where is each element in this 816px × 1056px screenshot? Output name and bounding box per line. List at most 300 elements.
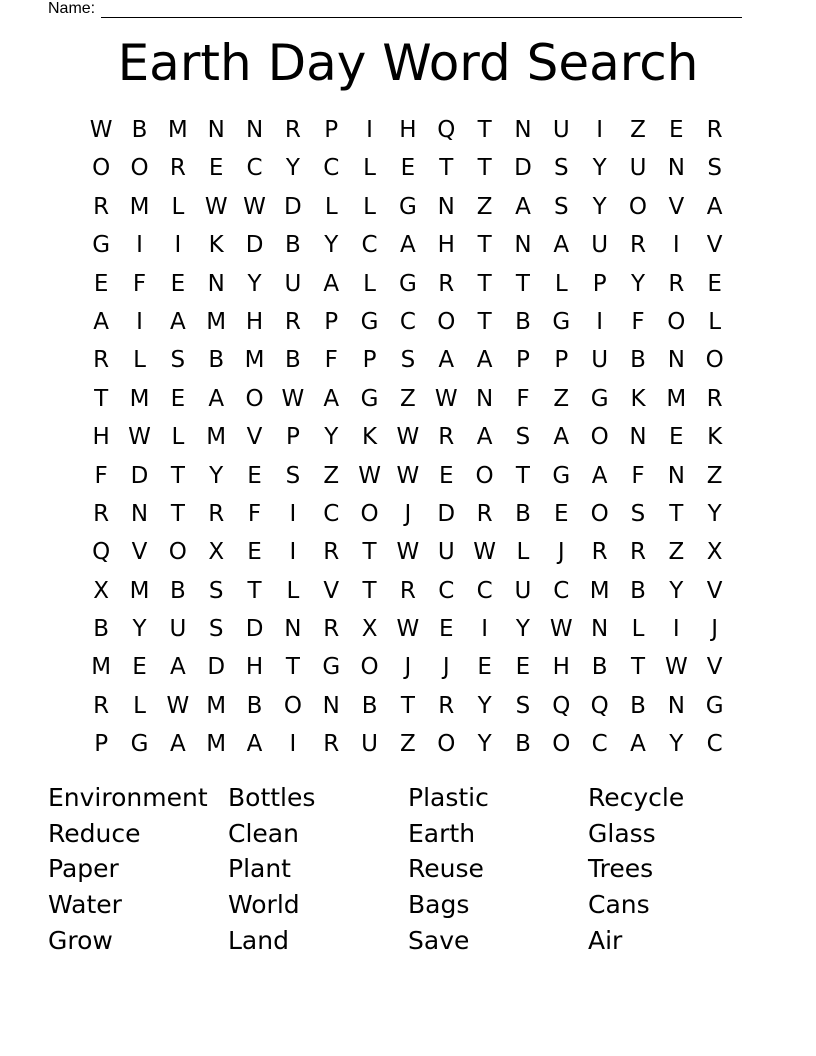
grid-letter: E <box>400 155 416 182</box>
grid-letter: S <box>170 347 186 374</box>
grid-letter: N <box>667 462 685 489</box>
grid-letter: E <box>247 462 262 489</box>
grid-row <box>82 418 734 456</box>
grid-letter: G <box>130 731 149 758</box>
word-list-row <box>48 851 768 887</box>
grid-letter: R <box>668 270 685 297</box>
grid-letter: M <box>206 308 227 335</box>
grid-letter: N <box>207 117 225 143</box>
grid-letter: T <box>477 270 492 297</box>
grid-letter: U <box>361 731 378 758</box>
grid-letter: H <box>92 424 110 451</box>
grid-letter: F <box>94 462 108 489</box>
name-underline <box>101 3 742 18</box>
grid-letter: N <box>476 385 494 412</box>
grid-letter: Z <box>400 731 416 758</box>
grid-letter: N <box>667 155 685 182</box>
name-label: Name: <box>48 0 96 17</box>
grid-letter: A <box>323 385 340 412</box>
grid-letter: B <box>515 308 531 335</box>
grid-letter: Y <box>209 462 224 489</box>
grid-letter: F <box>247 500 262 527</box>
grid-letter: E <box>669 117 684 143</box>
grid-letter: I <box>289 731 297 758</box>
word-list-item: Plastic <box>408 783 489 812</box>
grid-letter: Y <box>324 424 339 451</box>
grid-letter: G <box>360 308 379 335</box>
grid-letter: G <box>399 270 417 297</box>
grid-letter: Z <box>706 462 723 489</box>
grid-letter: J <box>404 654 412 681</box>
grid-letter: D <box>130 462 149 489</box>
grid-letter: I <box>289 539 297 566</box>
grid-letter: N <box>284 616 302 643</box>
grid-letter: P <box>362 347 377 374</box>
grid-letter: M <box>589 577 610 604</box>
word-list-item: Grow <box>48 925 113 955</box>
grid-letter: B <box>246 692 263 719</box>
grid-letter: W <box>166 692 190 719</box>
word-list-item: World <box>228 890 300 920</box>
grid-letter: B <box>361 692 378 719</box>
grid-letter: N <box>437 193 455 220</box>
grid-letter: U <box>629 155 647 182</box>
grid-letter: R <box>323 731 340 758</box>
grid-letter: F <box>631 308 645 335</box>
grid-letter: R <box>438 270 455 297</box>
grid-row <box>82 687 734 725</box>
grid-letter: R <box>208 500 225 527</box>
grid-letter: I <box>672 232 680 259</box>
grid-letter: D <box>245 232 264 259</box>
grid-letter: G <box>552 462 571 489</box>
grid-letter: B <box>131 117 148 143</box>
grid-letter: M <box>129 577 150 604</box>
grid-row <box>82 303 734 341</box>
grid-letter: S <box>208 577 224 604</box>
grid-letter: N <box>207 270 225 297</box>
grid-letter: R <box>706 385 723 412</box>
grid-letter: S <box>553 155 569 182</box>
grid-row <box>82 188 734 226</box>
grid-letter: G <box>399 193 417 220</box>
grid-letter: G <box>590 385 609 412</box>
grid-letter: A <box>208 385 225 412</box>
grid-letter: C <box>399 308 416 335</box>
grid-letter: B <box>208 347 225 374</box>
grid-row <box>82 457 734 495</box>
grid-letter: Q <box>437 117 456 143</box>
grid-letter: U <box>514 577 532 604</box>
grid-letter: E <box>515 654 531 681</box>
grid-letter: E <box>170 385 186 412</box>
grid-letter: E <box>170 270 186 297</box>
grid-letter: I <box>481 616 488 643</box>
grid-letter: S <box>707 155 722 182</box>
grid-letter: E <box>247 539 262 566</box>
grid-letter: F <box>516 385 530 412</box>
grid-letter: W <box>396 616 420 643</box>
grid-letter: S <box>285 462 301 489</box>
grid-letter: R <box>93 500 110 527</box>
grid-letter: T <box>477 232 492 259</box>
grid-letter: E <box>132 654 147 681</box>
grid-letter: A <box>246 731 263 758</box>
grid-letter: I <box>174 232 182 259</box>
grid-letter: O <box>168 539 187 566</box>
grid-letter: C <box>553 577 570 604</box>
word-list-item: Cans <box>588 890 650 920</box>
grid-letter: D <box>514 155 532 182</box>
grid-letter: O <box>437 731 456 758</box>
grid-letter: W <box>128 424 151 451</box>
grid-letter: Y <box>477 692 492 719</box>
grid-letter: I <box>596 117 604 143</box>
grid-letter: W <box>473 539 496 566</box>
grid-letter: Z <box>668 539 685 566</box>
grid-letter: Q <box>92 539 111 566</box>
word-list-row <box>48 923 768 959</box>
grid-letter: E <box>477 654 492 681</box>
grid-letter: X <box>208 539 225 566</box>
grid-letter: A <box>476 424 493 451</box>
grid-letter: M <box>206 731 227 758</box>
word-list-item: Reuse <box>408 854 484 884</box>
grid-letter: Z <box>323 462 340 489</box>
grid-letter: R <box>284 308 301 335</box>
grid-letter: P <box>592 270 607 297</box>
grid-letter: D <box>284 193 302 220</box>
grid-letter: Y <box>324 232 339 259</box>
grid-letter: O <box>437 308 456 335</box>
word-list-item: Environment <box>48 783 208 812</box>
page-title: Earth Day Word Search <box>117 34 699 92</box>
grid-letter: H <box>245 654 264 681</box>
word-list-item: Water <box>48 890 122 920</box>
word-list-item: Air <box>588 925 623 955</box>
grid-letter: T <box>285 654 300 681</box>
grid-letter: T <box>362 577 377 604</box>
grid-letter: H <box>552 654 570 681</box>
grid-letter: U <box>591 347 609 374</box>
grid-letter: L <box>133 692 146 719</box>
grid-letter: Z <box>400 385 416 412</box>
grid-letter: B <box>630 577 646 604</box>
grid-row <box>82 380 734 418</box>
grid-letter: W <box>396 424 420 451</box>
word-list <box>48 780 768 958</box>
grid-letter: I <box>289 500 297 527</box>
grid-letter: O <box>245 385 264 412</box>
grid-letter: O <box>130 155 149 182</box>
grid-letter: X <box>706 539 723 566</box>
word-list-item: Recycle <box>588 783 685 812</box>
grid-letter: X <box>361 616 378 643</box>
grid-letter: R <box>629 539 646 566</box>
grid-letter: A <box>476 347 493 374</box>
grid-letter: B <box>93 616 110 643</box>
grid-letter: G <box>322 654 341 681</box>
grid-letter: V <box>706 654 723 681</box>
grid-letter: E <box>93 270 109 297</box>
grid-row <box>82 149 734 187</box>
grid-letter: O <box>667 308 686 335</box>
grid-letter: M <box>206 692 227 719</box>
grid-letter: V <box>706 232 723 259</box>
grid-letter: I <box>136 232 143 259</box>
grid-letter: K <box>362 424 378 451</box>
grid-letter: O <box>590 500 609 527</box>
grid-letter: L <box>324 193 338 220</box>
grid-letter: Y <box>285 155 300 182</box>
grid-letter: W <box>396 462 420 489</box>
grid-letter: A <box>93 308 110 335</box>
grid-letter: V <box>131 539 148 566</box>
grid-letter: T <box>94 385 109 412</box>
grid-letter: U <box>284 270 302 297</box>
grid-letter: B <box>591 654 608 681</box>
word-list-item: Bags <box>408 890 470 920</box>
grid-letter: A <box>169 308 186 335</box>
grid-letter: E <box>554 500 569 527</box>
word-list-row <box>48 816 768 852</box>
grid-letter: U <box>169 616 187 643</box>
grid-letter: L <box>631 616 645 643</box>
grid-letter: W <box>281 385 305 412</box>
grid-letter: O <box>360 500 379 527</box>
grid-letter: R <box>93 692 110 719</box>
grid-letter: X <box>93 577 110 604</box>
grid-letter: B <box>285 347 301 374</box>
grid-letter: N <box>667 692 685 719</box>
grid-row <box>82 648 734 686</box>
grid-letter: A <box>553 232 570 259</box>
grid-letter: O <box>628 193 648 220</box>
grid-letter: O <box>283 692 302 719</box>
grid-letter: Z <box>630 117 646 143</box>
grid-letter: A <box>553 424 570 451</box>
grid-letter: V <box>323 577 340 604</box>
grid-row <box>82 725 734 763</box>
grid-letter: R <box>591 539 608 566</box>
grid-letter: E <box>438 462 454 489</box>
grid-letter: Y <box>477 731 492 758</box>
grid-letter: C <box>246 155 263 182</box>
grid-letter: T <box>477 155 492 182</box>
word-list-item: Clean <box>228 818 299 848</box>
name-field <box>48 0 742 18</box>
grid-letter: L <box>171 424 185 451</box>
grid-letter: P <box>516 347 530 374</box>
grid-letter: Y <box>630 270 646 297</box>
grid-letter: P <box>324 308 339 335</box>
grid-letter: B <box>285 232 301 259</box>
grid-letter: T <box>247 577 262 604</box>
grid-letter: J <box>442 654 450 681</box>
grid-letter: F <box>324 347 338 374</box>
grid-letter: H <box>245 308 264 335</box>
grid-letter: F <box>132 270 147 297</box>
grid-letter: H <box>399 117 417 143</box>
grid-letter: B <box>630 347 646 374</box>
grid-letter: A <box>438 347 455 374</box>
grid-letter: R <box>284 117 301 143</box>
word-list-item: Bottles <box>228 783 316 812</box>
grid-row <box>82 495 734 533</box>
word-list-item: Reduce <box>48 818 141 848</box>
grid-letter: A <box>169 654 186 681</box>
grid-letter: Y <box>669 577 684 604</box>
grid-letter: R <box>323 539 340 566</box>
grid-letter: N <box>514 117 532 143</box>
grid-letter: L <box>708 308 722 335</box>
grid-letter: T <box>515 270 530 297</box>
grid-letter: T <box>362 539 377 566</box>
grid-letter: C <box>323 155 340 182</box>
grid-letter: R <box>476 500 493 527</box>
grid-letter: G <box>360 385 379 412</box>
grid-letter: Z <box>476 193 493 220</box>
grid-letter: A <box>591 462 608 489</box>
grid-letter: W <box>549 616 573 643</box>
grid-letter: J <box>711 616 719 643</box>
grid-letter: T <box>400 692 415 719</box>
grid-letter: W <box>664 654 688 681</box>
grid-letter: O <box>475 462 494 489</box>
grid-letter: M <box>167 117 188 143</box>
grid-letter: T <box>170 462 185 489</box>
grid-letter: T <box>477 117 492 143</box>
word-list-row <box>48 887 768 923</box>
grid-letter: Y <box>669 731 684 758</box>
grid-letter: T <box>170 500 185 527</box>
grid-letter: W <box>204 193 228 220</box>
grid-row <box>82 265 734 303</box>
grid-letter: R <box>629 232 646 259</box>
word-list-row <box>48 780 768 816</box>
grid-row <box>82 341 734 379</box>
grid-letter: S <box>515 692 531 719</box>
grid-letter: E <box>669 424 684 451</box>
grid-letter: N <box>130 500 149 527</box>
grid-letter: S <box>630 500 646 527</box>
grid-letter: R <box>438 424 455 451</box>
grid-letter: R <box>399 577 416 604</box>
grid-letter: U <box>437 539 455 566</box>
grid-letter: T <box>630 654 646 681</box>
grid-letter: P <box>324 117 339 143</box>
grid-row <box>82 111 734 149</box>
grid-letter: E <box>707 270 722 297</box>
grid-letter: T <box>669 500 684 527</box>
grid-letter: N <box>245 117 264 143</box>
grid-letter: H <box>437 232 455 259</box>
grid-letter: D <box>245 616 264 643</box>
grid-letter: C <box>591 731 608 758</box>
grid-letter: A <box>400 232 416 259</box>
grid-letter: O <box>552 731 571 758</box>
grid-letter: N <box>591 616 609 643</box>
grid-letter: L <box>363 270 376 297</box>
grid-letter: L <box>133 347 146 374</box>
grid-letter: W <box>243 193 266 220</box>
grid-letter: Y <box>247 270 262 297</box>
grid-letter: W <box>89 117 113 143</box>
grid-letter: A <box>706 193 723 220</box>
grid-letter: G <box>92 232 111 259</box>
grid-letter: I <box>136 308 143 335</box>
grid-letter: G <box>705 692 724 719</box>
grid-letter: S <box>515 424 531 451</box>
grid-letter: J <box>557 539 565 566</box>
grid-letter: R <box>323 616 340 643</box>
grid-letter: K <box>208 232 224 259</box>
grid-letter: V <box>668 193 685 220</box>
grid-letter: C <box>476 577 493 604</box>
grid-letter: W <box>358 462 381 489</box>
grid-row <box>82 226 734 264</box>
grid-letter: B <box>630 692 646 719</box>
grid-letter: A <box>630 731 646 758</box>
grid-letter: C <box>706 731 723 758</box>
grid-letter: Q <box>552 692 571 719</box>
grid-letter: P <box>285 424 300 451</box>
grid-letter: F <box>631 462 645 489</box>
grid-letter: C <box>361 232 378 259</box>
grid-letter: B <box>515 500 531 527</box>
grid-letter: Y <box>707 500 722 527</box>
grid-letter: N <box>667 347 685 374</box>
grid-letter: O <box>360 654 379 681</box>
grid-row <box>82 533 734 571</box>
grid-letter: P <box>94 731 109 758</box>
grid-letter: T <box>515 462 530 489</box>
grid-letter: E <box>208 155 224 182</box>
word-list-item: Save <box>408 925 470 955</box>
grid-letter: R <box>438 692 455 719</box>
grid-letter: M <box>206 424 227 451</box>
grid-letter: R <box>93 193 110 220</box>
grid-letter: R <box>169 155 186 182</box>
grid-letter: S <box>400 347 416 374</box>
grid-letter: L <box>171 193 185 220</box>
grid-letter: T <box>439 155 454 182</box>
grid-letter: G <box>552 308 571 335</box>
grid-letter: Y <box>592 155 607 182</box>
word-list-item: Glass <box>588 818 656 848</box>
grid-letter: N <box>322 692 340 719</box>
grid-letter: S <box>208 616 224 643</box>
grid-letter: O <box>705 347 724 374</box>
grid-row <box>82 572 734 610</box>
grid-letter: R <box>93 347 110 374</box>
word-list-item: Plant <box>228 854 291 884</box>
grid-letter: M <box>666 385 687 412</box>
grid-letter: I <box>596 308 604 335</box>
grid-row <box>82 610 734 648</box>
grid-letter: W <box>434 385 458 412</box>
word-list-item: Paper <box>48 854 119 884</box>
grid-letter: L <box>363 155 376 182</box>
grid-letter: A <box>169 731 186 758</box>
grid-letter: W <box>396 539 420 566</box>
grid-letter: N <box>514 232 532 259</box>
grid-letter: B <box>515 731 531 758</box>
grid-letter: I <box>366 117 373 143</box>
grid-letter: L <box>516 539 530 566</box>
grid-letter: Y <box>592 193 607 220</box>
grid-letter: U <box>591 232 609 259</box>
